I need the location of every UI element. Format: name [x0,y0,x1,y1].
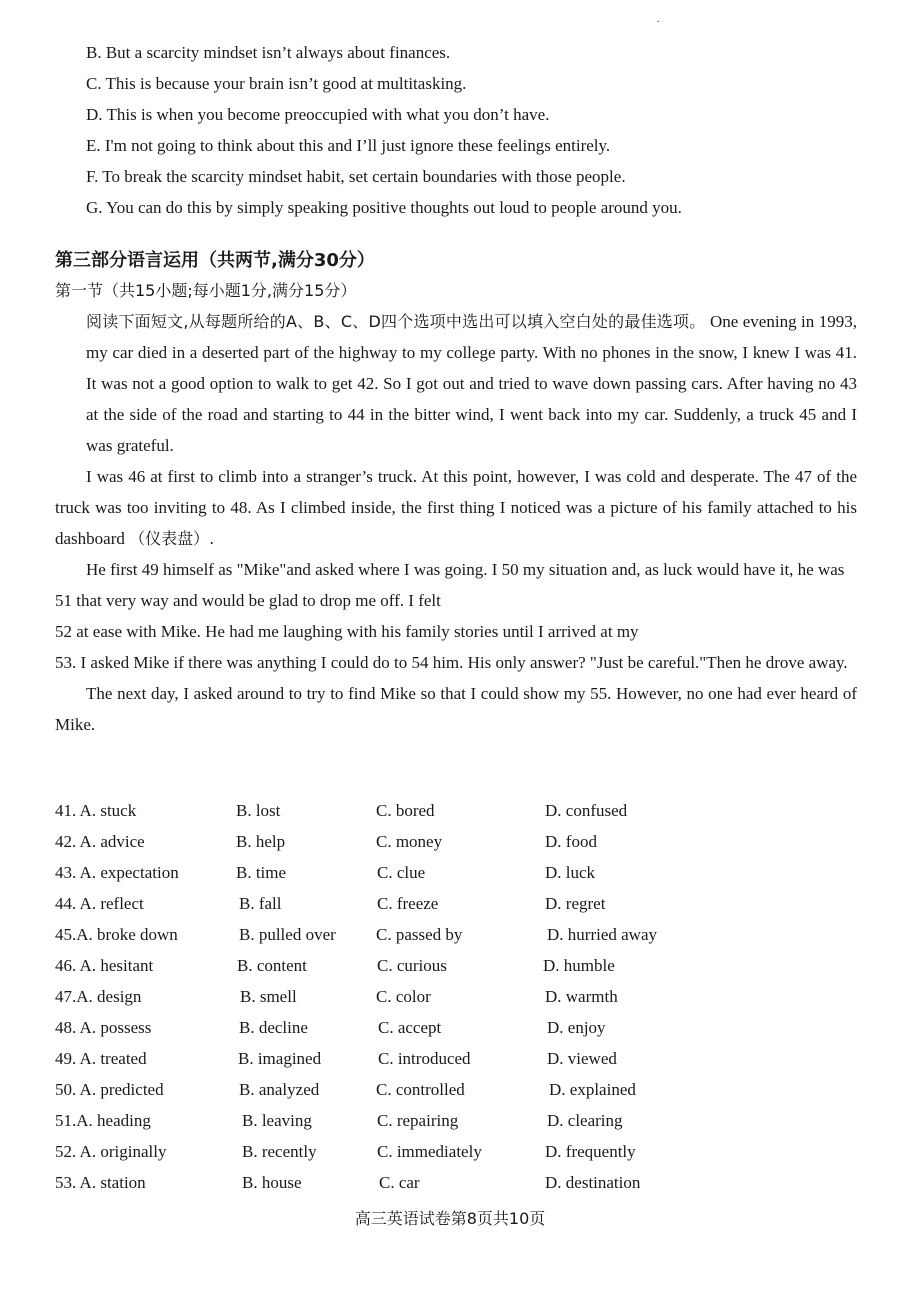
question-47-d: D. warmth [545,987,618,1006]
question-44-c: C. freeze [377,894,439,913]
question-52-a: 52. A. originally [55,1142,167,1161]
question-44-a: 44. A. reflect [55,894,144,913]
question-45-a: 45.A. broke down [55,925,178,944]
question-row-53 [0,1173,900,1204]
question-41-d: D. confused [545,801,628,820]
question-row-46 [0,956,900,987]
passage-paragraph-1 [55,306,857,461]
question-53-b: B. house [242,1173,302,1192]
question-50-c: C. controlled [376,1080,465,1099]
passage-paragraph-3b [55,616,857,647]
option-line-b: B. But a scarcity mindset isn’t always about finances. [86,43,451,62]
question-50-b: B. analyzed [239,1080,320,1099]
question-row-41 [0,801,900,832]
paragraph-2-gloss: （仪表盘）. [129,529,215,548]
question-52-d: D. frequently [545,1142,636,1161]
question-51-a: 51.A. heading [55,1111,151,1130]
question-48-b: B. decline [239,1018,308,1037]
question-row-51 [0,1111,900,1142]
question-51-d: D. clearing [547,1111,623,1130]
question-row-48 [0,1018,900,1049]
section-subtitle: 第一节（共15小题;每小题1分,满分15分） [55,281,357,300]
question-50-d: D. explained [549,1080,636,1099]
question-42-c: C. money [376,832,443,851]
question-52-c: C. immediately [377,1142,482,1161]
question-43-c: C. clue [377,863,426,882]
question-46-d: D. humble [543,956,615,975]
stray-dot: . [657,14,660,25]
question-45-b: B. pulled over [239,925,336,944]
section-title: 第三部分语言运用（共两节,满分30分） [55,250,375,271]
passage-paragraph-2 [55,461,857,554]
option-line-e: E. I'm not going to think about this and I’ll just ignore these feelings entirely. [86,136,611,155]
passage [55,306,857,740]
question-43-d: D. luck [545,863,596,882]
question-row-47 [0,987,900,1018]
option-line-d: D. This is when you become preoccupied with what you don’t have. [86,105,550,124]
option-line-g: G. You can do this by simply speaking positive thoughts out loud to people around you. [86,198,682,217]
question-53-a: 53. A. station [55,1173,146,1192]
question-50-a: 50. A. predicted [55,1080,164,1099]
option-line-c: C. This is because your brain isn’t good at multitasking. [86,74,467,93]
question-42-b: B. help [236,832,286,851]
question-45-d: D. hurried away [547,925,657,944]
question-47-a: 47.A. design [55,987,142,1006]
question-41-c: C. bored [376,801,435,820]
question-row-42 [0,832,900,863]
question-42-d: D. food [545,832,597,851]
question-49-d: D. viewed [547,1049,617,1068]
passage-paragraph-3 [55,554,857,616]
question-row-44 [0,894,900,925]
question-41-a: 41. A. stuck [55,801,137,820]
question-42-a: 42. A. advice [55,832,145,851]
paragraph-3-text-a: He first 49 himself as "Mike"and asked where I was going. I 50 my situation and, as luck would have it, he was 51 that very way and would be glad to drop me off. I felt [55,560,845,610]
question-row-45 [0,925,900,956]
question-49-a: 49. A. treated [55,1049,147,1068]
question-46-c: C. curious [377,956,447,975]
question-48-a: 48. A. possess [55,1018,152,1037]
question-51-c: C. repairing [377,1111,459,1130]
paragraph-4-text: The next day, I asked around to try to find Mike so that I could show my 55. However, no one had ever heard of Mike. [55,684,857,734]
question-row-49 [0,1049,900,1080]
page-footer: 高三英语试卷第8页共10页 [354,1209,546,1228]
paragraph-3-text-b: 52 at ease with Mike. He had me laughing with his family stories until I arrived at my [55,622,639,641]
question-44-d: D. regret [545,894,606,913]
question-53-c: C. car [379,1173,420,1192]
option-line-f: F. To break the scarcity mindset habit, set certain boundaries with those people. [86,167,626,186]
question-47-c: C. color [376,987,431,1006]
question-row-50 [0,1080,900,1111]
question-48-c: C. accept [378,1018,442,1037]
question-47-b: B. smell [240,987,297,1006]
passage-paragraph-4 [55,678,857,740]
question-44-b: B. fall [239,894,282,913]
question-49-b: B. imagined [238,1049,322,1068]
question-49-c: C. introduced [378,1049,471,1068]
question-52-b: B. recently [242,1142,317,1161]
question-row-52 [0,1142,900,1173]
question-48-d: D. enjoy [547,1018,606,1037]
question-43-a: 43. A. expectation [55,863,179,882]
question-46-a: 46. A. hesitant [55,956,154,975]
question-row-43 [0,863,900,894]
question-45-c: C. passed by [376,925,463,944]
paragraph-1-text: One evening in 1993, my car died in a deserted part of the highway to my college party. With no phones in the snow, I knew I was 41. It was not a good option to walk to get 42. So I got out and tried to wave down passing cars. After having no 43 at the side of the road and starting to 44 in the bitter wind, I went back into my car. Suddenly, a truck 45 and I was grateful. [86,312,858,455]
question-51-b: B. leaving [242,1111,312,1130]
paragraph-3-text-c: 53. I asked Mike if there was anything I could do to 54 him. His only answer? "Just be careful."Then he drove away. [55,653,848,672]
question-43-b: B. time [236,863,287,882]
passage-paragraph-3c [55,647,857,678]
paragraph-2-text: I was 46 at first to climb into a stranger’s truck. At this point, however, I was cold and desperate. The 47 of the truck was too inviting to 48. As I climbed inside, the first thing I noticed was a picture of his family attached to his dashboard [55,467,857,548]
question-41-b: B. lost [236,801,281,820]
question-53-d: D. destination [545,1173,641,1192]
question-46-b: B. content [237,956,307,975]
instruction-text: 阅读下面短文,从每题所给的A、B、C、D四个选项中选出可以填入空白处的最佳选项。 [86,312,706,331]
